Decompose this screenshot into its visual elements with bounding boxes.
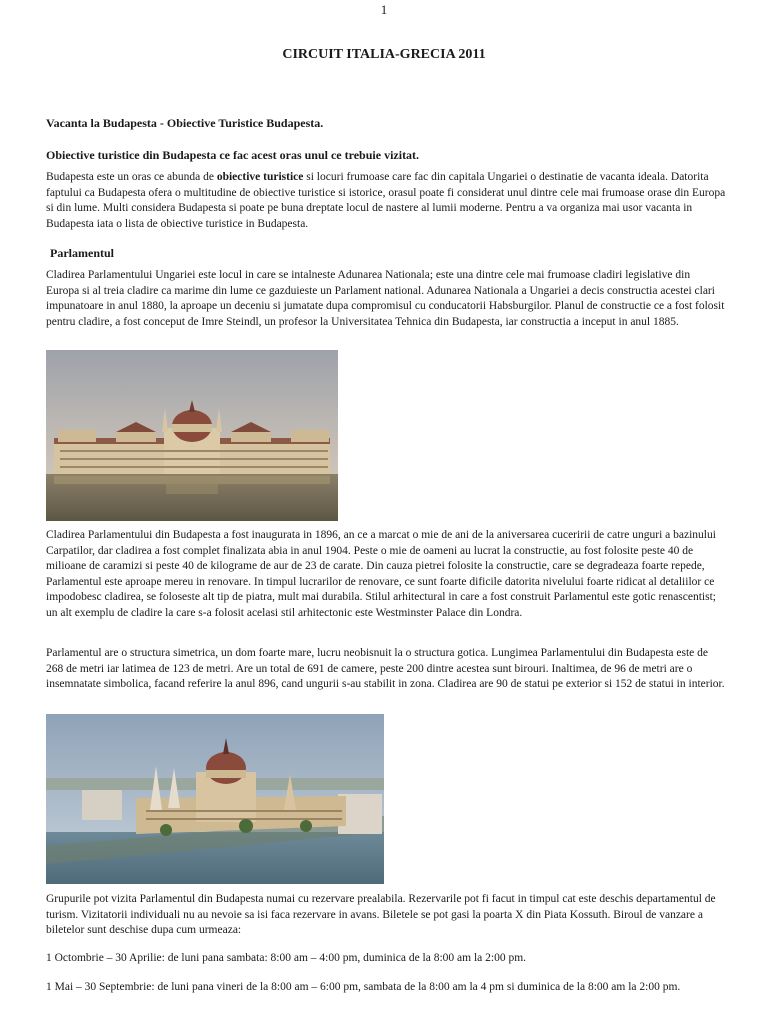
intro-text-end: si locuri frumoase care fac din capitala Ungariei o destinatie de vacanta ideala. Datorita faptului ca Budapesta ofera o multitudine de obiective turistice si istorice, orasul poate fi considerat unul dintre cele mai frumoase orase din Europa si din lume. Multi considera Budapesta si poate pe buna dreptate locul de nastere al lumii moderne. Pentru a va organiza mai usor vacanta in Budapesta iata o lista de obiective turistice in Budapesta.: [46, 171, 726, 230]
parliament-photo-2: [46, 714, 384, 884]
main-heading: Vacanta la Budapesta - Obiective Turistice Budapesta.: [46, 116, 324, 130]
document-title: CIRCUIT ITALIA-GRECIA 2011: [282, 47, 486, 62]
sub-heading: Obiective turistice din Budapesta ce fac acest oras unul ce trebuie vizitat.: [46, 148, 420, 162]
intro-paragraph: [46, 170, 726, 232]
page-number: 1: [380, 2, 388, 17]
parliament-photo-1: [46, 350, 338, 521]
paragraph-2: Cladirea Parlamentului din Budapesta a fost inaugurata in 1896, an ce a marcat o mie de ani de la aniversarea cuceririi de catre unguri a bazinului Carpatilor, dar cladirea a fost complet finalizata abia in anul 1904. Peste o mie de oameni au lucrat la constructie, au fost folosite peste 40 de milioane de caramizi si peste 40 de kilograme de aur de 23 de carate. Din cauza pietrei folosite la constructie, care se degradeaza foarte repede, Parlamentul este aproape mereu in renovare. In timpul lucrarilor de renovare, ce sunt foarte dificile datorita nivelului foarte ridicat al detaliilor ce impodobesc cladirea, se foloseste alt tip de piatra, mult mai durabila. Stilul arhitectural in care a fost construit Parlamentul este gotic renascentist; un alt exemplu de cladire la care s-a folosit acelasi stil arhitectonic este Westminster Palace din Londra.: [46, 529, 716, 619]
intro-text-start: Budapesta este un oras ce abunda de: [46, 171, 217, 183]
section-heading-parlament: Parlamentul: [50, 246, 114, 260]
paragraph-5: 1 Octombrie – 30 Aprilie: de luni pana sambata: 8:00 am – 4:00 pm, duminica de la 8:00 am la 2:00 pm.: [46, 952, 527, 964]
intro-bold-text: obiective turistice: [216, 171, 304, 183]
paragraph-4: Grupurile pot vizita Parlamentul din Budapesta numai cu rezervare prealabila. Rezervarile pot fi facut in timpul cat este deschis departamentul de turism. Vizitatorii individuali nu au nevoie sa isi faca rezervare in avans. Biletele se pot gasi la poarta X din Piata Kossuth. Biroul de vanzare a biletelor sunt deschise dupa cum urmeaza:: [46, 893, 716, 937]
paragraph-1: Cladirea Parlamentului Ungariei este locul in care se intalneste Adunarea Nationala; este una dintre cele mai frumoase cladiri legislative din Europa si al treia cladire ca marime din lume ce gazduieste un Parlament national. Adunarea Nationala a Ungariei a decis constructia acestei clari impunatoare in anul 1880, la aproape un deceniu si jumatate dupa compromisul cu conducatorii Habsburgilor. Planul de constructie ce a fost folosit pentru cladire, a fost conceput de Imre Steindl, un profesor la Universitatea Tehnica din Budapesta, iar constructia a inceput in anul 1885.: [46, 269, 725, 328]
paragraph-3: Parlamentul are o structura simetrica, un dom foarte mare, lucru neobisnuit la o structura gotica. Lungimea Parlamentului din Budapesta este de 268 de metri iar latimea de 123 de metri. Are un total de 691 de camere, peste 200 dintre acestea sunt birouri. Inaltimea, de 96 de metri are o insemnatate simbolica, facand referire la anul 896, cand ungurii s-au stabilit in zona. Cladirea are 90 de statui pe exterior si 152 de statui in interior.: [46, 647, 725, 691]
paragraph-6: 1 Mai – 30 Septembrie: de luni pana vineri de la 8:00 am – 6:00 pm, sambata de la 8:00 am la 4 pm si duminica de la 8:00 am la 2:00 pm.: [46, 981, 681, 993]
